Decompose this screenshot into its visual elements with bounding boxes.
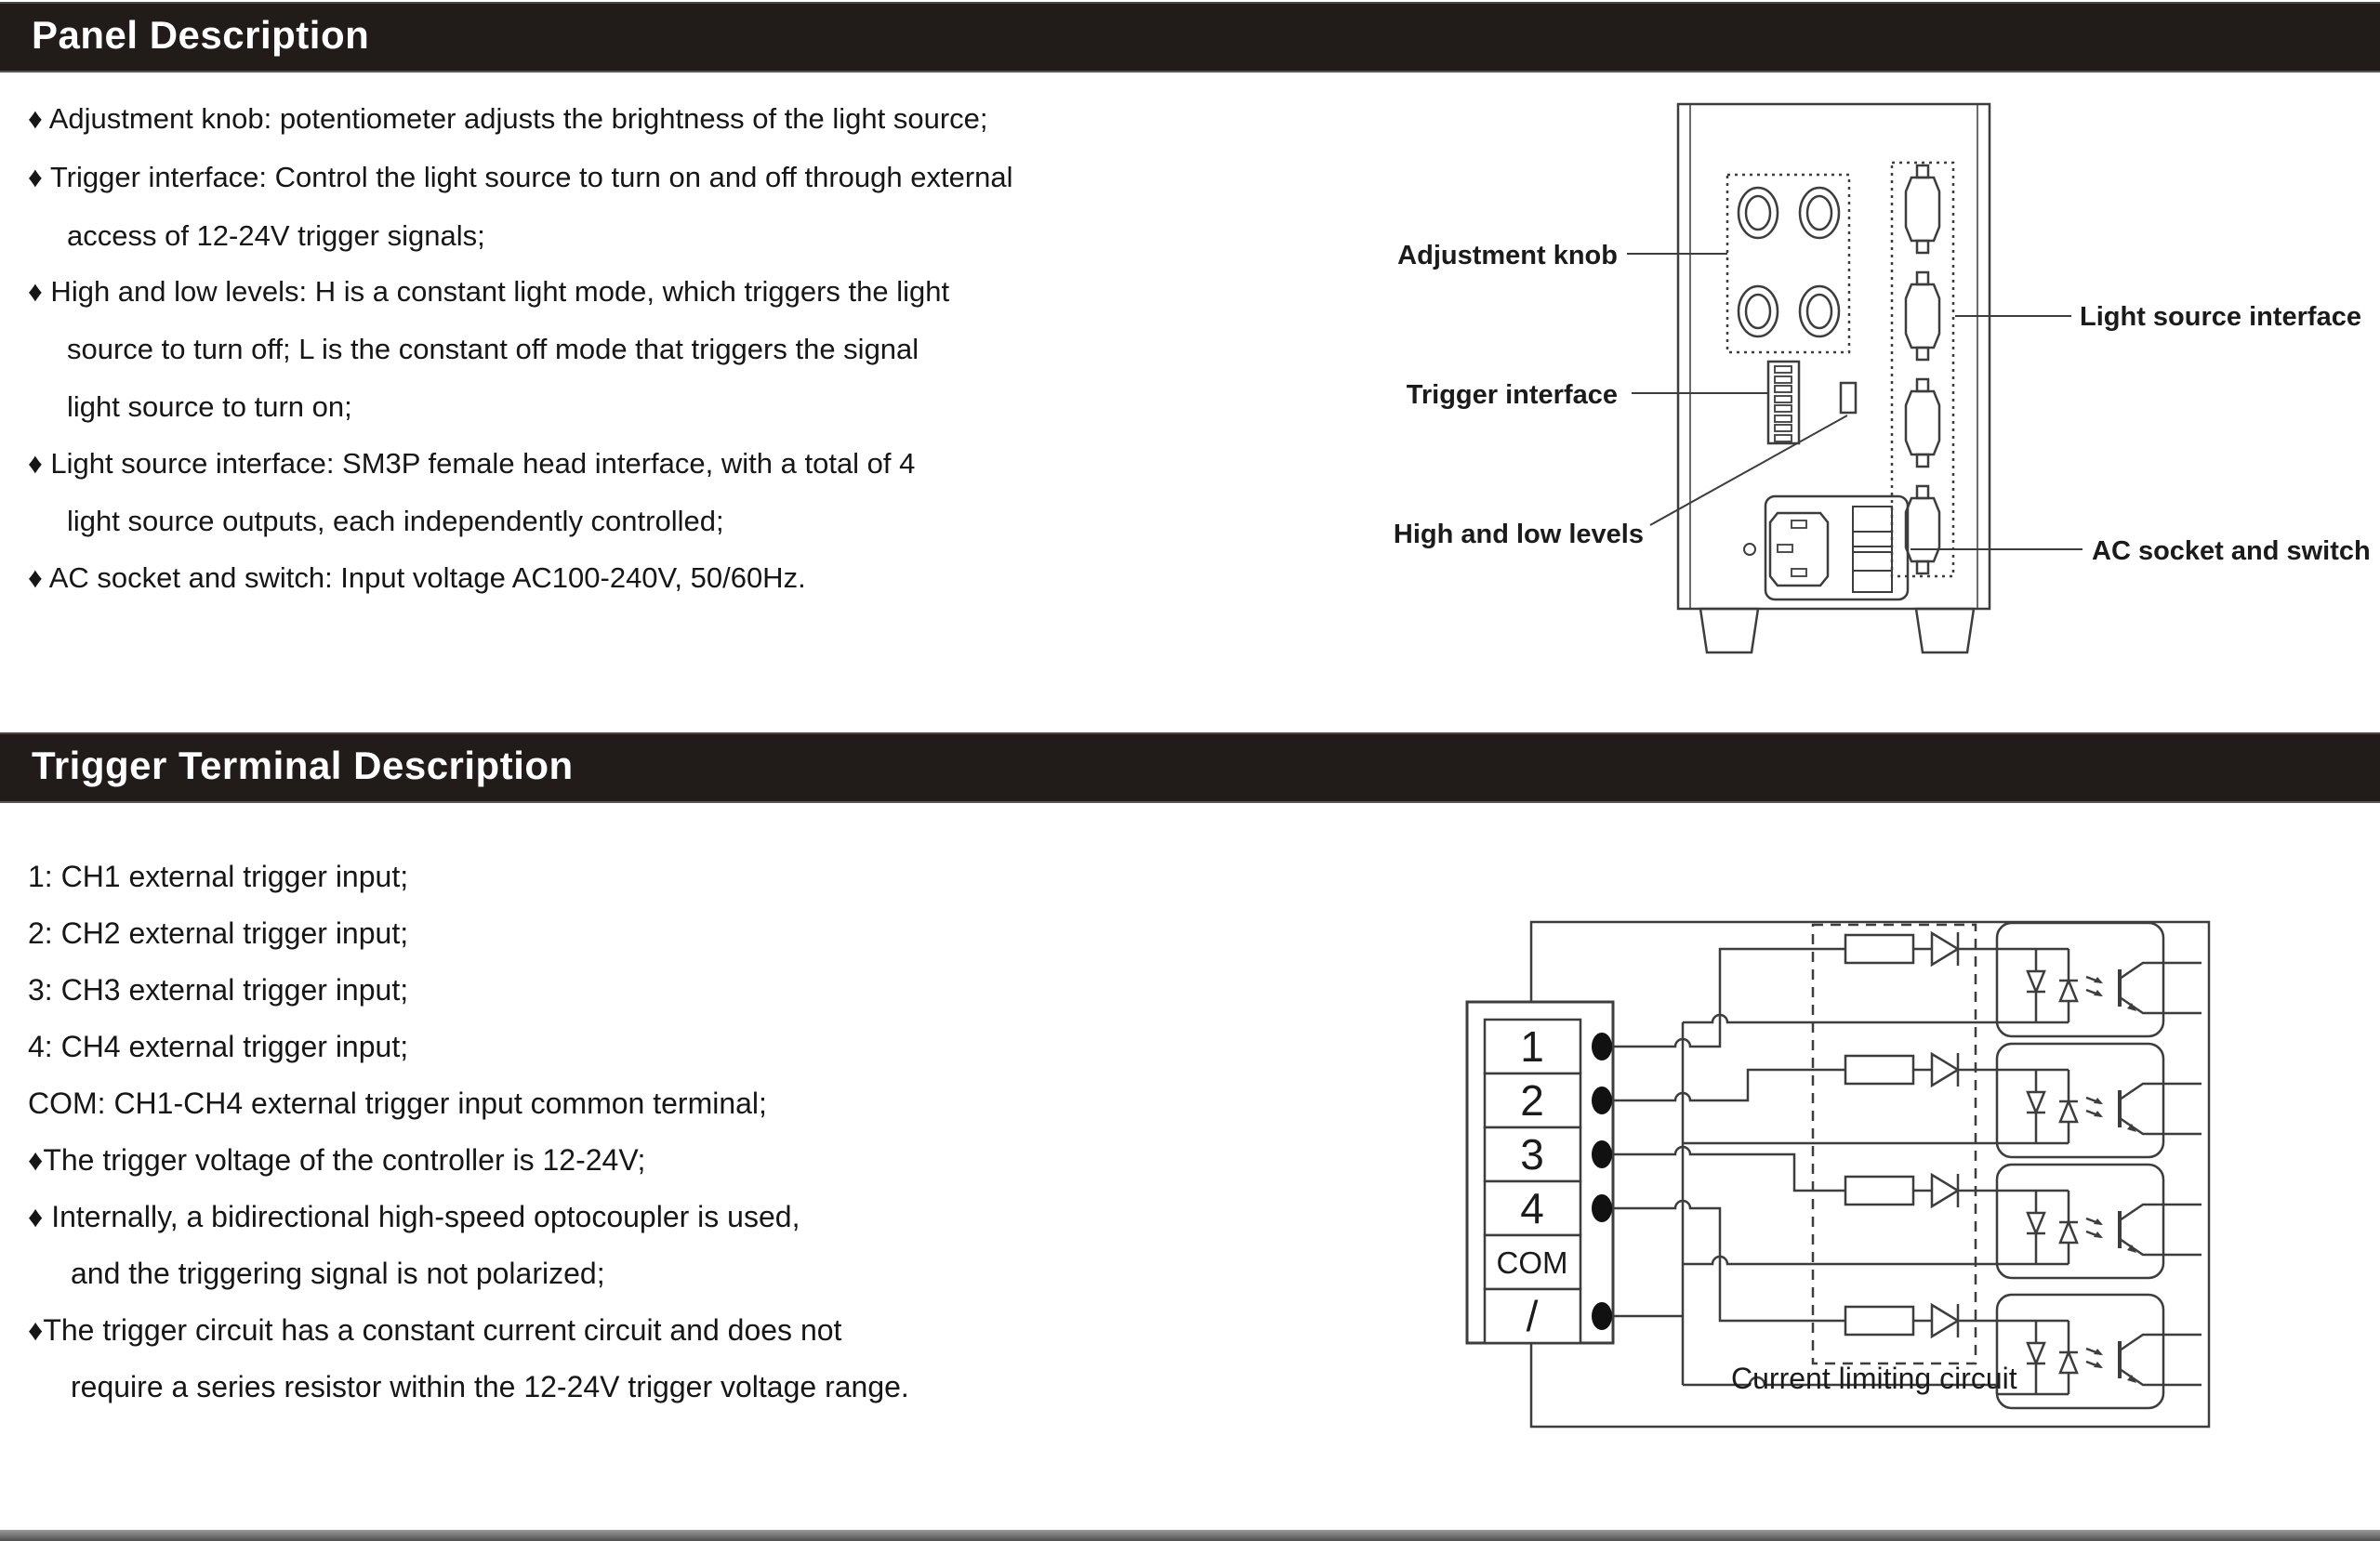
- high-low-switch-icon: [1841, 383, 1856, 413]
- bullet-line: ♦ Trigger interface: Control the light source to turn on and off through external: [28, 161, 1013, 193]
- list-line: 3: CH3 external trigger input;: [28, 973, 409, 1007]
- panel-foot-left: [1700, 609, 1758, 652]
- terminal-label-nc: /: [1526, 1292, 1539, 1340]
- trigger-circuit-diagram: [1450, 892, 2380, 1450]
- resistor-icons: [1845, 935, 1913, 1335]
- terminal-label-4: 4: [1520, 1184, 1544, 1232]
- list-line: require a series resistor within the 12-24V trigger voltage range.: [71, 1370, 909, 1403]
- panel-description-banner: [0, 2, 2380, 72]
- list-line: and the triggering signal is not polarized;: [71, 1257, 605, 1290]
- bullet-line: ♦ Light source interface: SM3P female head interface, with a total of 4: [28, 447, 916, 480]
- page-bottom-bar: [0, 1530, 2380, 1541]
- bullet-line: ♦ AC socket and switch: Input voltage AC100-240V, 50/60Hz.: [28, 561, 806, 594]
- label-trigger-interface: Trigger interface: [1406, 380, 1618, 410]
- optocoupler-ch1: [1997, 923, 2202, 1036]
- bullet-line: ♦ High and low levels: H is a constant light mode, which triggers the light: [28, 275, 950, 308]
- section1-title: Panel Description: [32, 13, 370, 57]
- ac-socket-icon: [1765, 496, 1908, 599]
- terminal-label-com: COM: [1496, 1245, 1568, 1280]
- optocoupler-ch2: [1997, 1044, 2202, 1157]
- list-line: ♦The trigger circuit has a constant current circuit and does not: [28, 1313, 842, 1347]
- label-adjustment-knob: Adjustment knob: [1397, 241, 1618, 270]
- panel-foot-right: [1916, 609, 1974, 652]
- adjustment-knob-icons: [1739, 188, 1839, 336]
- panel-diagram: [1357, 84, 2380, 669]
- bullet-line: ♦ Adjustment knob: potentiometer adjusts the brightness of the light source;: [28, 102, 988, 135]
- list-line: COM: CH1-CH4 external trigger input common terminal;: [28, 1087, 767, 1120]
- terminal-label-2: 2: [1520, 1076, 1544, 1125]
- diode-icons: [1932, 932, 1958, 1337]
- bullet-line: source to turn off; L is the constant off mode that triggers the signal: [67, 333, 919, 365]
- bullet-line: access of 12-24V trigger signals;: [67, 219, 485, 252]
- knob-zone-dotted-outline: [1727, 175, 1849, 352]
- terminal-label-3: 3: [1520, 1130, 1544, 1179]
- list-line: ♦ Internally, a bidirectional high-speed optocoupler is used,: [28, 1200, 800, 1233]
- screw-icon: [1744, 544, 1755, 555]
- label-high-low-levels: High and low levels: [1393, 520, 1644, 549]
- bullet-line: light source to turn on;: [67, 390, 352, 423]
- trigger-interface-icon: [1768, 362, 1799, 443]
- bullet-line: light source outputs, each independently controlled;: [67, 505, 724, 537]
- label-ac-socket-switch: AC socket and switch: [2092, 536, 2371, 566]
- list-line: ♦The trigger voltage of the controller is 12-24V;: [28, 1143, 646, 1177]
- label-current-limiting-circuit: Current limiting circuit: [1731, 1362, 2017, 1395]
- panel-body-outline: [1678, 104, 1990, 609]
- optocoupler-ch4: [1997, 1295, 2202, 1408]
- light-source-connector-icons: [1906, 165, 1939, 573]
- light-source-zone-dotted-outline: [1892, 163, 1953, 576]
- optocoupler-ch3: [1997, 1165, 2202, 1278]
- terminal-label-1: 1: [1520, 1022, 1544, 1071]
- list-line: 1: CH1 external trigger input;: [28, 860, 409, 893]
- trigger-terminal-banner: [0, 732, 2380, 803]
- power-switch-icon: [1853, 507, 1892, 592]
- section2-title: Trigger Terminal Description: [32, 744, 574, 787]
- label-light-source-interface: Light source interface: [2080, 302, 2361, 332]
- list-line: 4: CH4 external trigger input;: [28, 1030, 409, 1063]
- list-line: 2: CH2 external trigger input;: [28, 916, 409, 950]
